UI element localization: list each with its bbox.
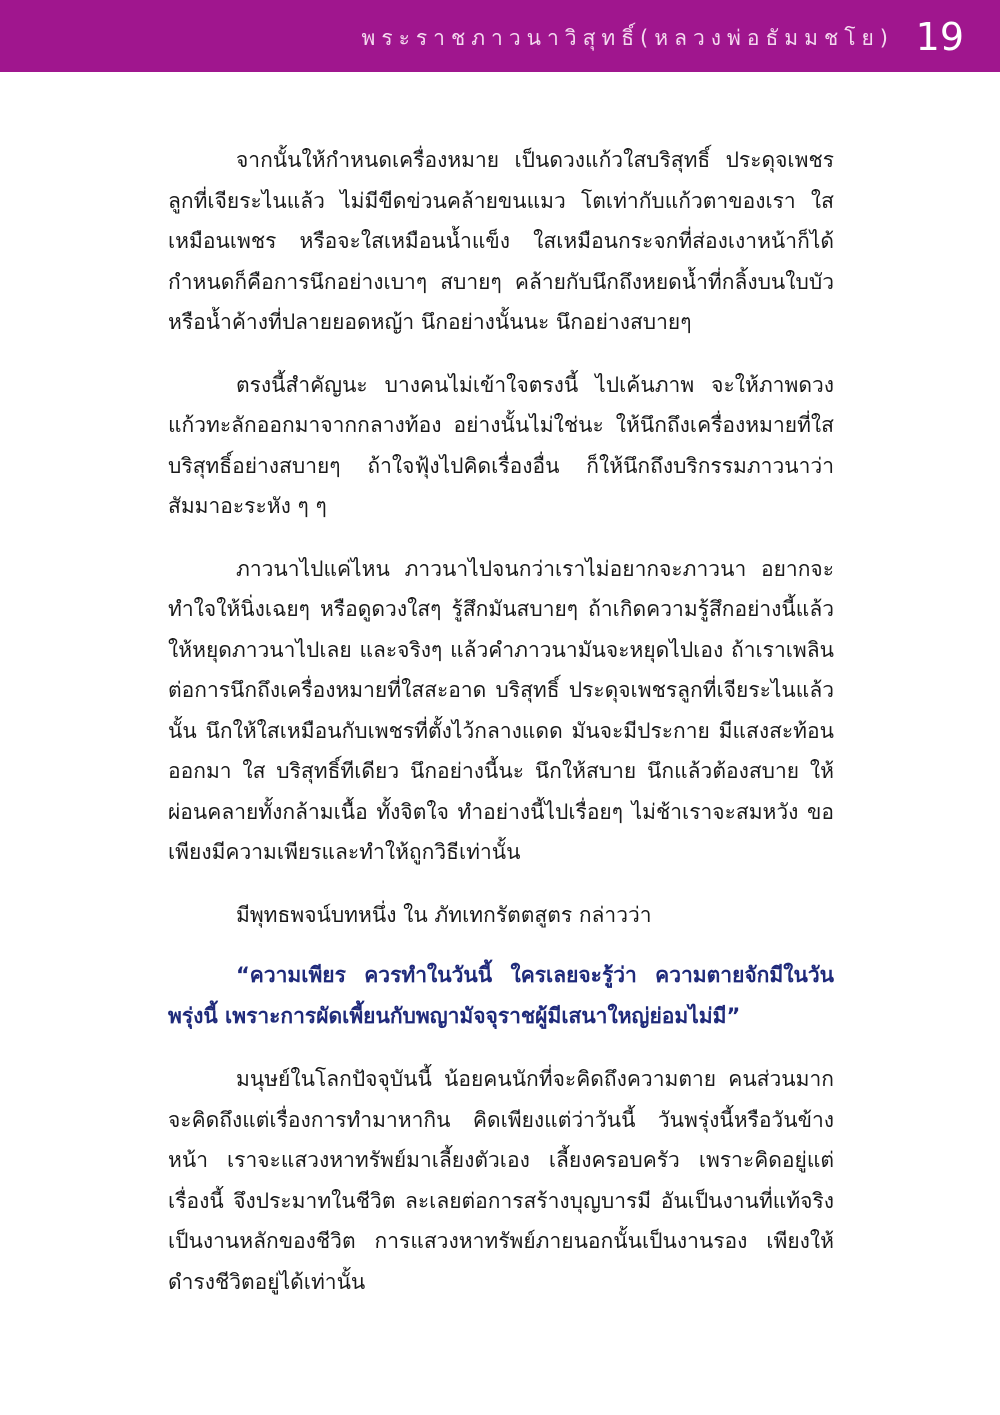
paragraph-4: มนุษย์ในโลกปัจจุบันนี้ น้อยคนนักที่จะคิดถึงความตาย คนส่วนมากจะคิดถึงแต่เรื่องการทำมาหากิน คิดเพียงแต่ว่าวันนี้ วันพรุ่งนี้หรือวันข้างหน้า เราจะแสวงหาทรัพย์มาเลี้ยงตัวเอง เลี้ยงครอบครัว เพราะคิดอยู่แต่เรื่องนี้ จึงประมาทในชีวิต ละเลยต่อการสร้างบุญบารมี อันเป็นงานที่แท้จริง เป็นงานหลักของชีวิต การแสวงหาทรัพย์ภายนอกนั้นเป็นงานรอง เพียงให้ดำรงชีวิตอยู่ได้เท่านั้น [168,1067,834,1294]
running-header-title: พระราชภาวนาวิสุทธิ์(หลวงพ่อธัมมชโย) [361,26,894,50]
page-header [0,0,1000,72]
page-body [168,140,834,1324]
paragraph-1: จากนั้นให้กำหนดเครื่องหมาย เป็นดวงแก้วใสบริสุทธิ์ ประดุจเพชรลูกที่เจียระไนแล้ว ไม่มีขีดข่วนคล้ายขนแมว โตเท่ากับแก้วตาของเรา ใสเหมือนเพชร หรือจะใสเหมือนน้ำแข็ง ใสเหมือนกระจกที่ส่องเงาหน้าก็ได้ กำหนดก็คือการนึกอย่างเบาๆ สบายๆ คล้ายกับนึกถึงหยดน้ำที่กลิ้งบนใบบัว หรือน้ำค้างที่ปลายยอดหญ้า นึกอย่างนั้นนะ นึกอย่างสบายๆ [168,148,834,334]
paragraph-3: ภาวนาไปแค่ไหน ภาวนาไปจนกว่าเราไม่อยากจะภาวนา อยากจะทำใจให้นิ่งเฉยๆ หรือดูดวงใสๆ รู้สึกมันสบายๆ ถ้าเกิดความรู้สึกอย่างนี้แล้ว ให้หยุดภาวนาไปเลย และจริงๆ แล้วคำภาวนามันจะหยุดไปเอง ถ้าเราเพลินต่อการนึกถึงเครื่องหมายที่ใสสะอาด บริสุทธิ์ ประดุจเพชรลูกที่เจียระไนแล้วนั้น นึกให้ใสเหมือนกับเพชรที่ตั้งไว้กลางแดด มันจะมีประกาย มีแสงสะท้อนออกมา ใส บริสุทธิ์ทีเดียว นึกอย่างนี้นะ นึกให้สบาย นึกแล้วต้องสบาย ให้ผ่อนคลายทั้งกล้ามเนื้อ ทั้งจิตใจ ทำอย่างนี้ไปเรื่อยๆ ไม่ช้าเราจะสมหวัง ขอเพียงมีความเพียรและทำให้ถูกวิธีเท่านั้น [168,556,834,864]
quote-intro: มีพุทธพจน์บทหนึ่ง ใน ภัทเทกรัตตสูตร กล่าวว่า [236,902,652,927]
paragraph-2: ตรงนี้สำคัญนะ บางคนไม่เข้าใจตรงนี้ ไปเค้นภาพ จะให้ภาพดวงแก้วทะลักออกมาจากกลางท้อง อย่างนั้นไม่ใช่นะ ให้นึกถึงเครื่องหมายที่ใสบริสุทธิ์อย่างสบายๆ ถ้าใจฟุ้งไปคิดเรื่องอื่น ก็ให้นึกถึงบริกรรมภาวนาว่า สัมมาอะระหัง ๆ ๆ [168,372,834,518]
buddha-quote: “ความเพียร ควรทำในวันนี้ ใครเลยจะรู้ว่า ความตายจักมีในวันพรุ่งนี้ เพราะการผัดเพี้ยนกับพญามัจจุราชผู้มีเสนาใหญ่ย่อมไม่มี” [168,963,834,1028]
page-number: 19 [915,15,964,59]
